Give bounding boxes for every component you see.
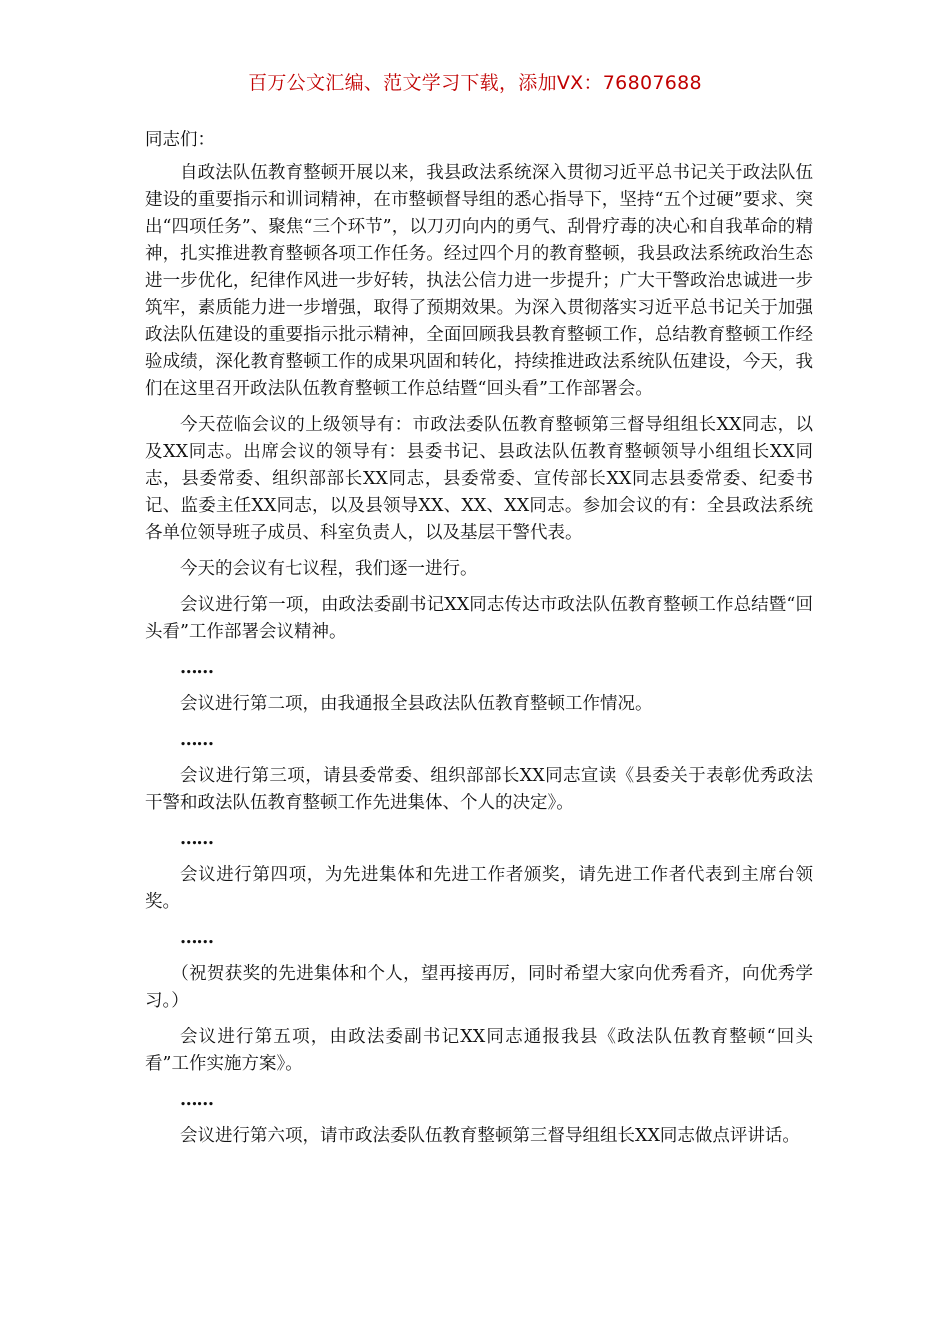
watermark-header: 百万公文汇编、范文学习下载，添加VX：76807688	[248, 72, 702, 94]
paragraph-item-4: 会议进行第四项，为先进集体和先进工作者颁奖，请先进工作者代表到主席台领奖。	[145, 865, 813, 912]
paragraph-item-3: 会议进行第三项，请县委常委、组织部部长XX同志宣读《县委关于表彰优秀政法干警和政法队伍教育整顿工作先进集体、个人的决定》。	[145, 766, 813, 813]
paragraph-agenda-overview: 今天的会议有七议程，我们逐一进行。	[180, 559, 478, 579]
paragraph-intro: 自政法队伍教育整顿开展以来，我县政法系统深入贯彻习近平总书记关于政法队伍建设的重要指示和训词精神，在市整顿督导组的悉心指导下，坚持“五个过硬”要求、突出“四项任务”、聚焦“三个环节”，以刀刃向内的勇气、刮骨疗毒的决心和自我革命的精神，扎实推进教育整顿各项工作任务。经过四个月的教育整顿，我县政法系统政治生态进一步优化，纪律作风进一步好转，执法公信力进一步提升；广大干警政治忠诚进一步筑牢，素质能力进一步增强，取得了预期效果。为深入贯彻落实习近平总书记关于加强政法队伍建设的重要指示批示精神，全面回顾我县教育整顿工作，总结教育整顿工作经验成绩，深化教育整顿工作的成果巩固和转化，持续推进政法系统队伍建设，今天，我们在这里召开政法队伍教育整顿工作总结暨“回头看”工作部署会。	[145, 163, 813, 399]
salutation: 同志们：	[145, 130, 215, 150]
ellipsis-3: ……	[180, 829, 213, 849]
paragraph-congratulation: （祝贺获奖的先进集体和个人，望再接再厉，同时希望大家向优秀看齐，向优秀学习。）	[145, 964, 813, 1011]
ellipsis-4: ……	[180, 928, 213, 948]
paragraph-item-6: 会议进行第六项，请市政法委队伍教育整顿第三督导组组长XX同志做点评讲话。	[180, 1126, 800, 1146]
ellipsis-1: ……	[180, 658, 213, 678]
document-body	[145, 127, 813, 1159]
paragraph-item-1: 会议进行第一项，由政法委副书记XX同志传达市政法队伍教育整顿工作总结暨“回头看”工作部署会议精神。	[145, 595, 813, 642]
paragraph-item-2: 会议进行第二项，由我通报全县政法队伍教育整顿工作情况。	[180, 694, 653, 714]
ellipsis-5: ……	[180, 1090, 213, 1110]
paragraph-item-5: 会议进行第五项，由政法委副书记XX同志通报我县《政法队伍教育整顿“回头看”工作实施方案》。	[145, 1027, 813, 1074]
ellipsis-2: ……	[180, 730, 213, 750]
paragraph-attendees: 今天莅临会议的上级领导有：市政法委队伍教育整顿第三督导组组长XX同志，以及XX同志。出席会议的领导有：县委书记、县政法队伍教育整顿领导小组组长XX同志，县委常委、组织部部长XX同志，县委常委、宣传部长XX同志县委常委、纪委书记、监委主任XX同志，以及县领导XX、XX、XX同志。参加会议的有：全县政法系统各单位领导班子成员、科室负责人，以及基层干警代表。	[145, 415, 813, 543]
